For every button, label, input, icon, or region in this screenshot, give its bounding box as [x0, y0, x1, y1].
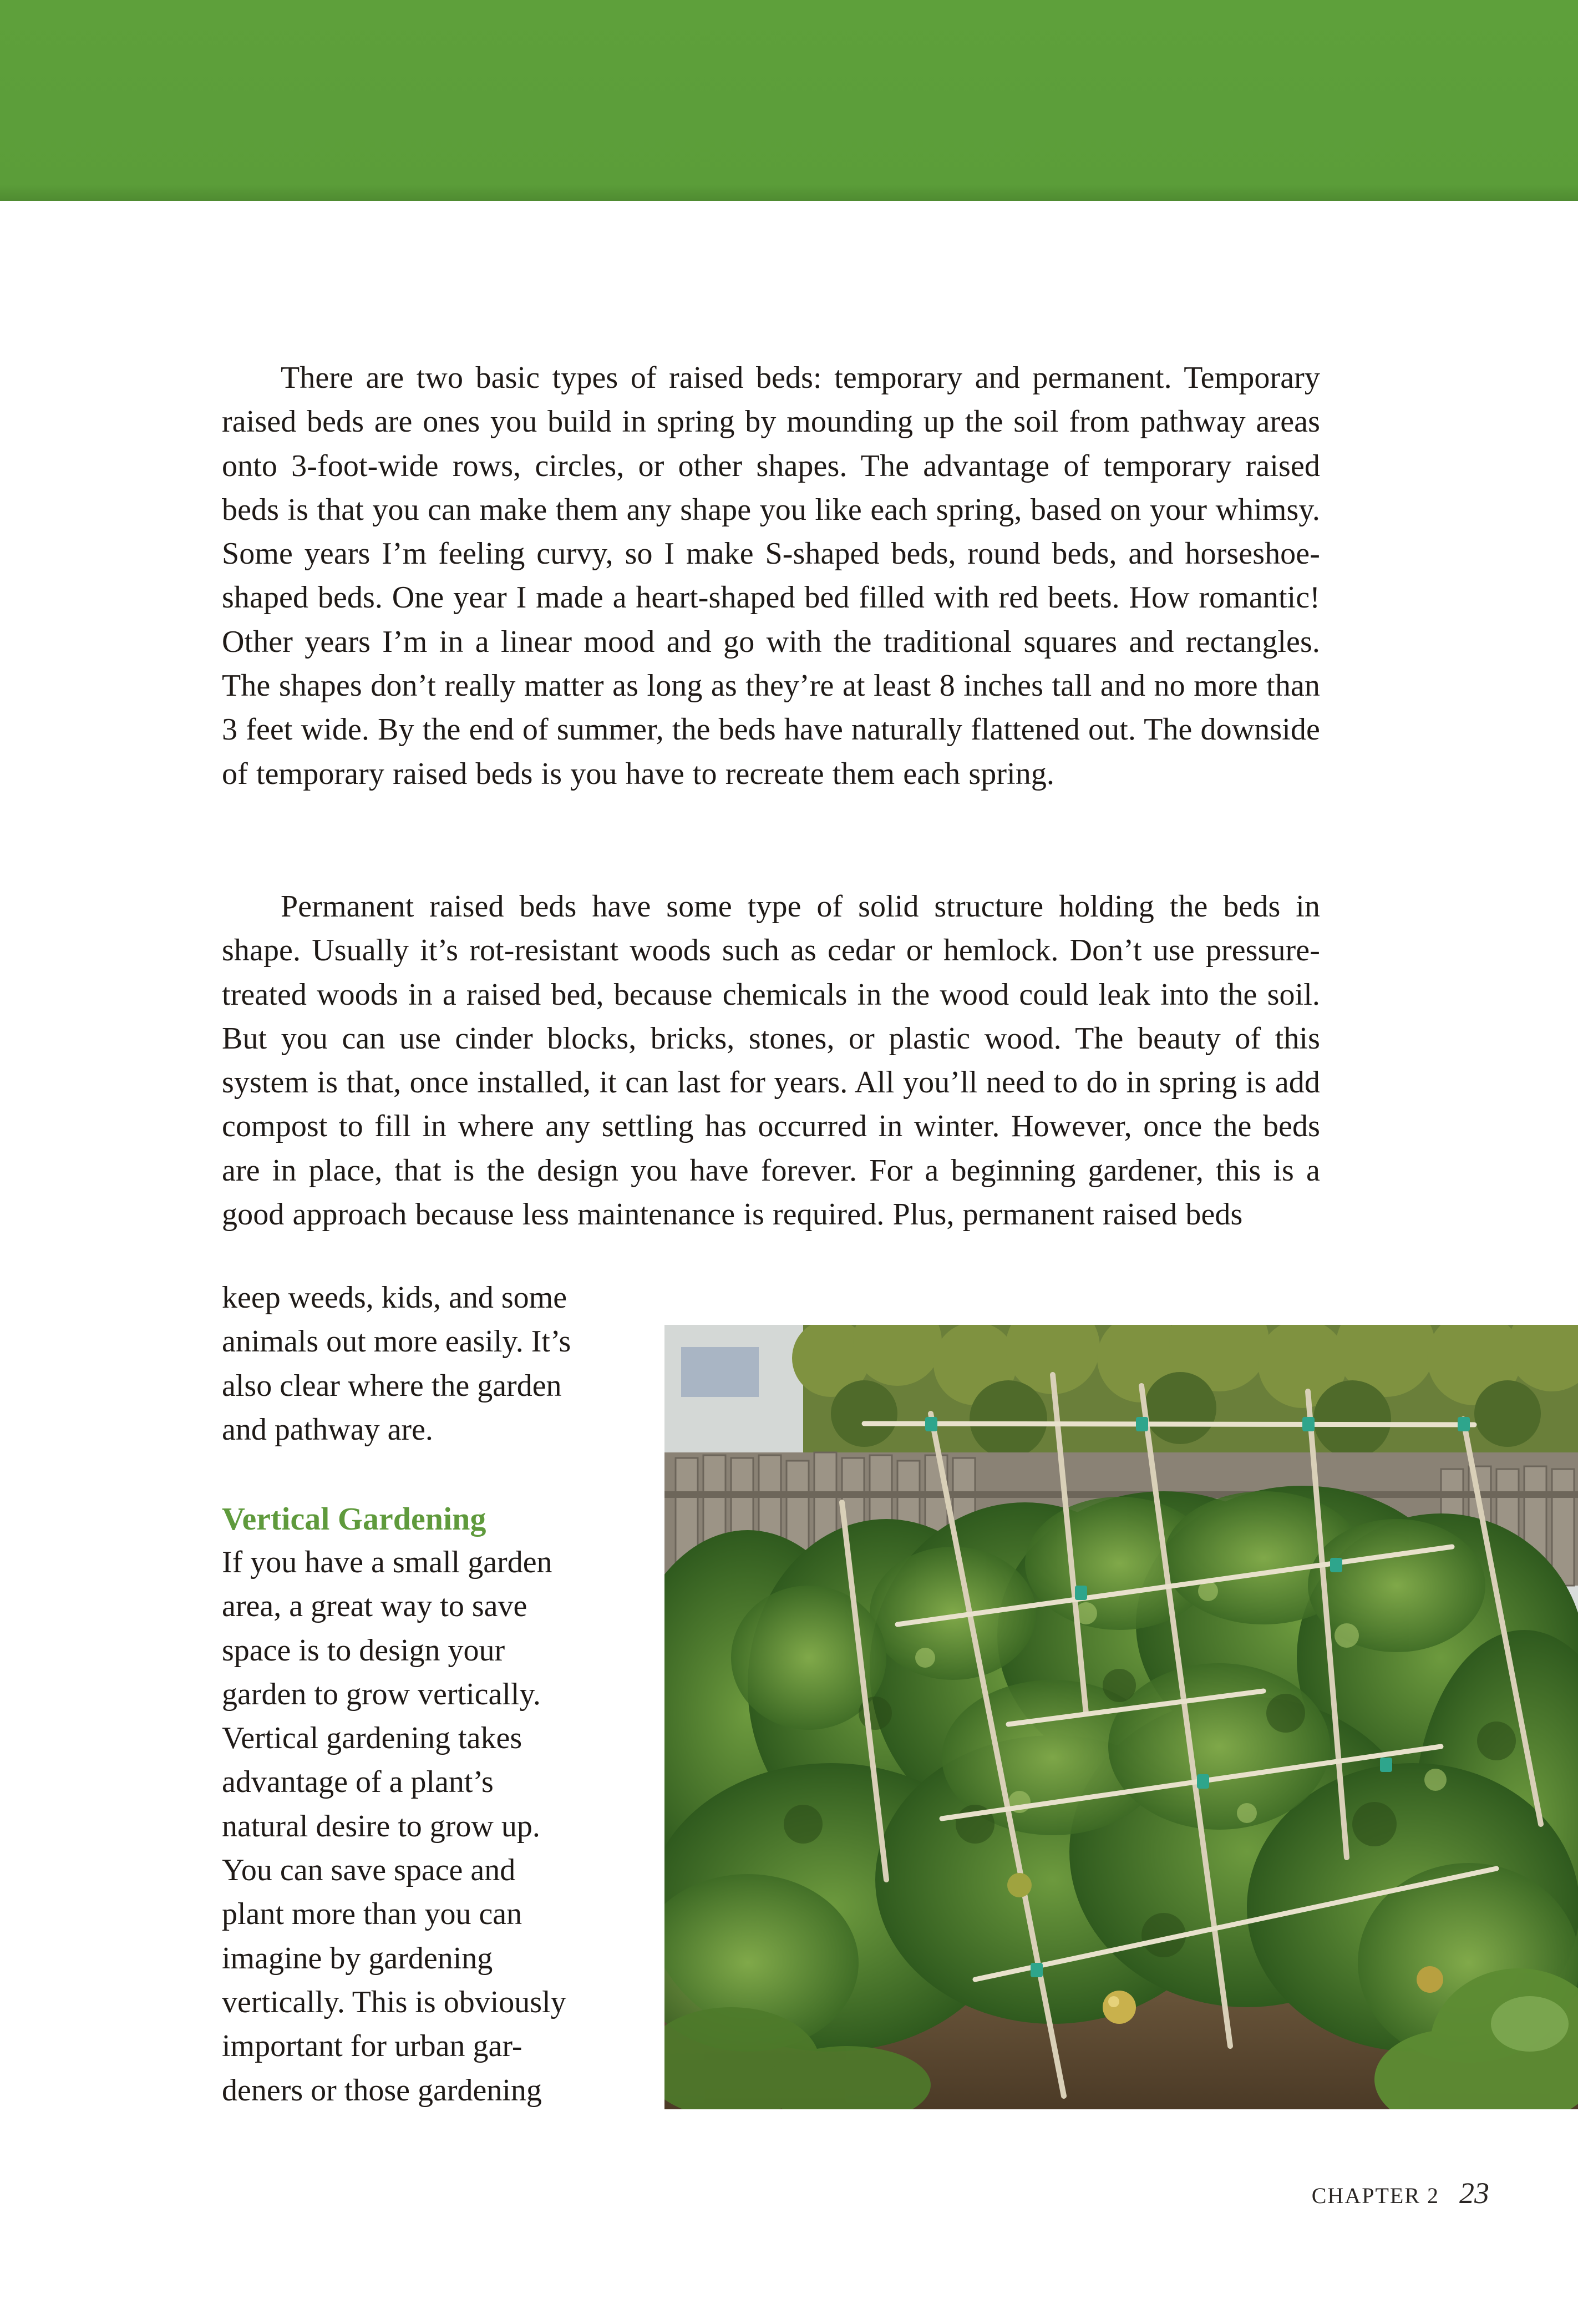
text-line: You can save space and	[222, 1853, 516, 1888]
text-line: and pathway are.	[222, 1412, 433, 1447]
body-paragraph-permanent-beds: Permanent raised beds have some type of solid structure holding the beds in shape. Usually it’s rot-resistant woods such as cedar or hemlock. Don’t use pressure-treated woods in a raised bed, because chemicals in the wood could leak into the soil. But you can use cinder blocks, bricks, stones, or plastic wood. The beauty of this system is that, once installed, it can last for years. All you’ll need to do in spring is add compost to fill in where any settling has occurred in winter. However, once the beds are in place, that is the design you have forever. For a beginning gardener, this is a good approach because less maintenance is required. Plus, permanent raised beds	[222, 889, 1320, 1232]
header-color-band	[0, 0, 1578, 201]
text-line: area, a great way to save	[222, 1589, 527, 1624]
text-line: keep weeds, kids, and some	[222, 1280, 567, 1315]
vertical-gardening-paragraph	[222, 1541, 621, 2113]
text-line: important for urban gar-	[222, 2029, 522, 2064]
page-number: 23	[1459, 2176, 1489, 2210]
text-line: vertically. This is obviously	[222, 1984, 566, 2019]
text-line: animals out more easily. It’s	[222, 1324, 571, 1359]
page-footer	[1312, 2176, 1489, 2210]
text-line: garden to grow vertically.	[222, 1677, 541, 1712]
section-heading-vertical-gardening: Vertical Gardening	[222, 1501, 486, 1537]
garden-photo-illustration	[664, 1325, 1578, 2109]
body-paragraph-raised-beds-types: There are two basic types of raised beds: temporary and permanent. Temporary raised beds are ones you build in spring by mounding up the soil from pathway areas onto 3-foot-wide rows, circles, or other shapes. The advantage of temporary raised beds is that you can make them any shape you like each spring, based on your whimsy. Some years I’m feeling curvy, so I make S-shaped beds, round beds, and horseshoe-shaped beds. One year I made a heart-shaped bed filled with red beets. How romantic! Other years I’m in a linear mood and go with the traditional squares and rectangles. The shapes don’t really matter as long as they’re at least 8 inches tall and no more than 3 feet wide. By the end of summer, the beds have naturally flattened out. The downside of temporary raised beds is you have to recreate them each spring.	[222, 361, 1320, 791]
tomato-trellis-photo	[664, 1325, 1578, 2109]
text-line: If you have a small garden	[222, 1545, 552, 1579]
text-line: also clear where the garden	[222, 1368, 562, 1403]
permanent-beds-continuation	[222, 1276, 621, 1452]
chapter-label: CHAPTER 2	[1311, 2183, 1439, 2208]
text-line: Vertical gardening takes	[222, 1721, 522, 1756]
text-line: plant more than you can	[222, 1897, 522, 1932]
text-line: deners or those gardening	[222, 2073, 542, 2108]
text-line: natural desire to grow up.	[222, 1809, 540, 1844]
text-line: space is to design your	[222, 1633, 505, 1668]
text-line: advantage of a plant’s	[222, 1765, 494, 1800]
text-line: imagine by gardening	[222, 1941, 493, 1976]
